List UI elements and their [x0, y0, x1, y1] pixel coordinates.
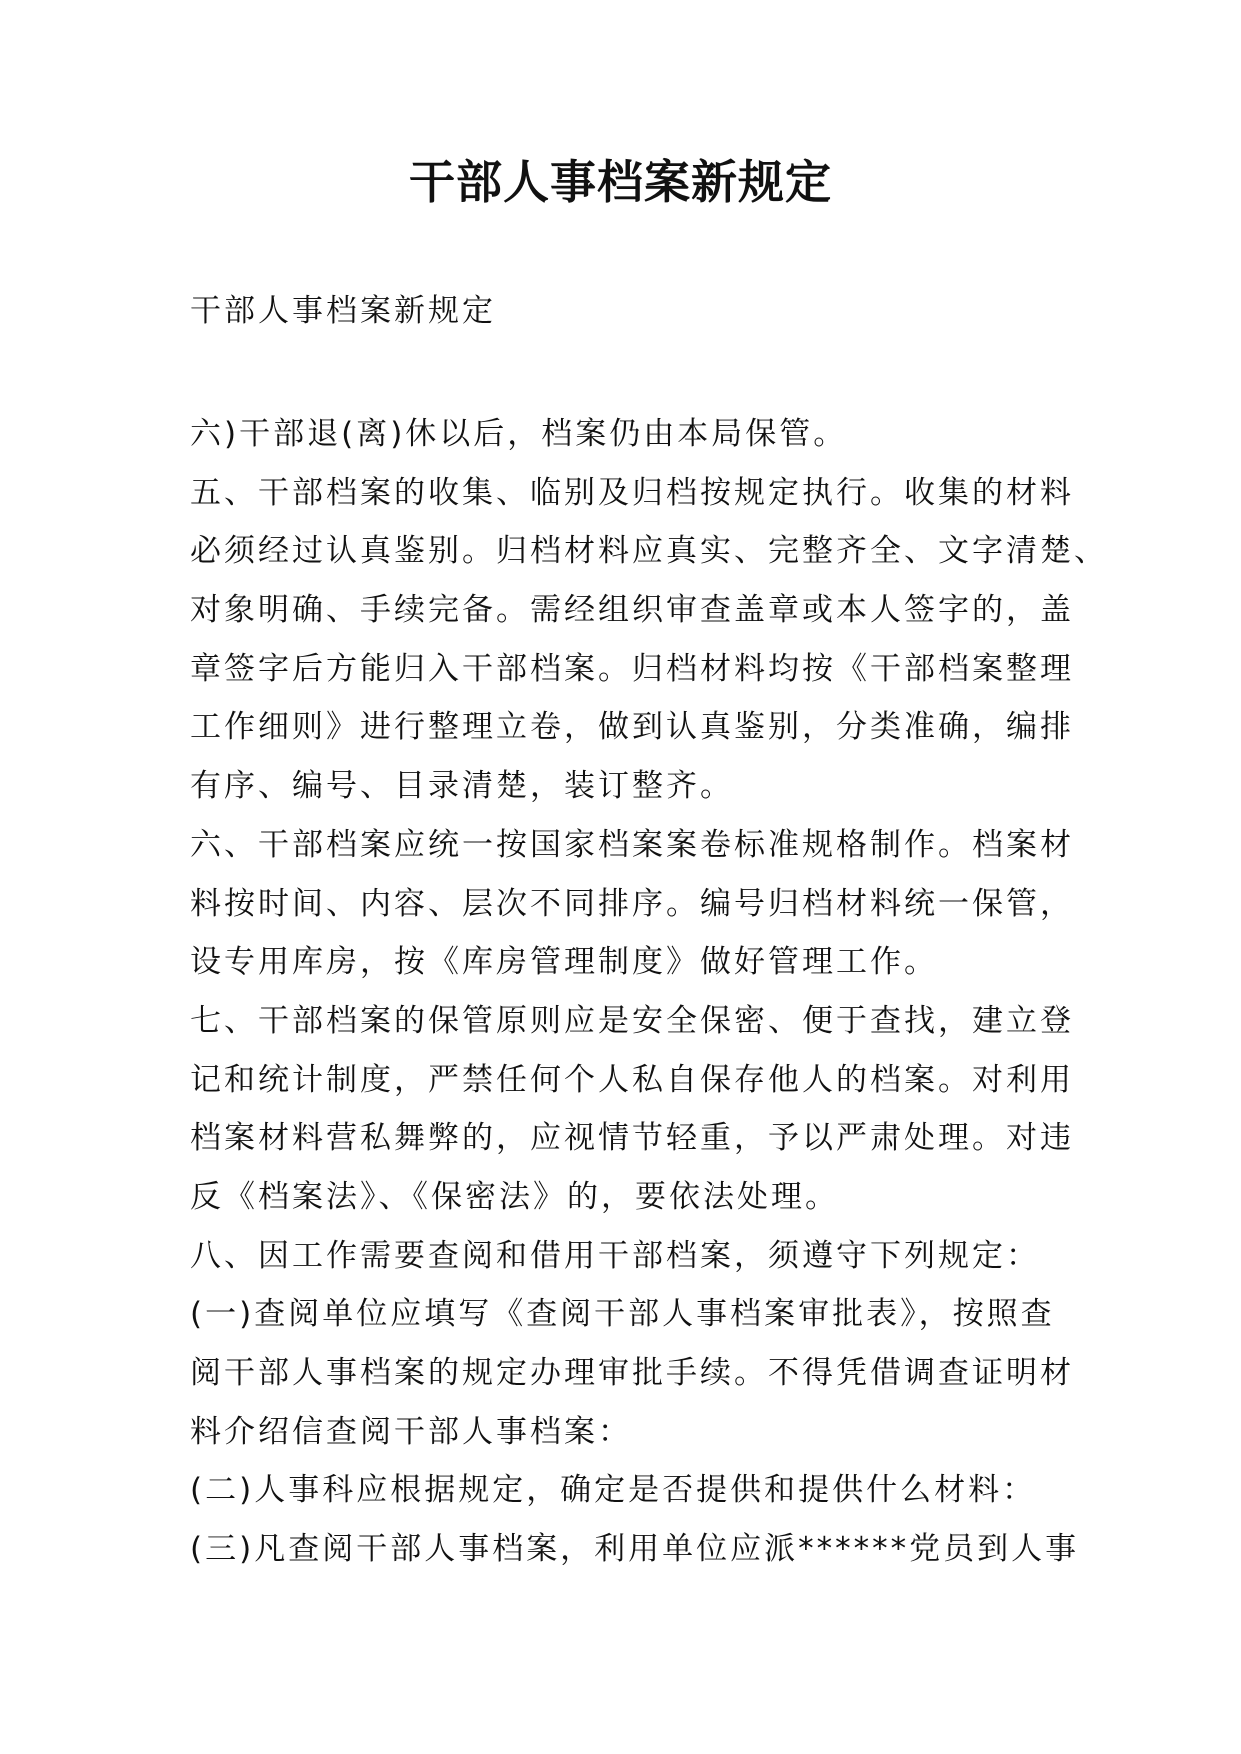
text-line: 工作细则》进行整理立卷，做到认真鉴别，分类准确，编排 [190, 709, 1074, 746]
document-subtitle: 干部人事档案新规定 [190, 293, 496, 329]
text-line: (一)查阅单位应填写《查阅干部人事档案审批表》，按照查 [190, 1296, 1055, 1333]
text-line: 料介绍信查阅干部人事档案： [190, 1413, 632, 1450]
text-line: 有序、编号、目录清楚，装订整齐。 [190, 768, 734, 805]
text-line: 对象明确、手续完备。需经组织审查盖章或本人签字的，盖 [190, 592, 1074, 629]
text-line: (二)人事科应根据规定，确定是否提供和提供什么材料： [190, 1472, 1037, 1509]
text-line: 必须经过认真鉴别。归档材料应真实、完整齐全、文字清楚、 [190, 533, 1108, 570]
document-body [190, 292, 1108, 1589]
text-line: 阅干部人事档案的规定办理审批手续。不得凭借调查证明材 [190, 1355, 1074, 1391]
document-title: 干部人事档案新规定 [409, 155, 832, 209]
text-line: 七、干部档案的保管原则应是安全保密、便于查找，建立登 [190, 1002, 1074, 1039]
text-line: 五、干部档案的收集、临别及归档按规定执行。收集的材料 [190, 474, 1074, 511]
text-line: 反《档案法》、《保密法》的，要依法处理。 [190, 1178, 839, 1215]
text-line: 料按时间、内容、层次不同排序。编号归档材料统一保管， [190, 885, 1074, 922]
text-line: 记和统计制度，严禁任何个人私自保存他人的档案。对利用 [190, 1061, 1074, 1098]
text-line: 八、因工作需要查阅和借用干部档案，须遵守下列规定： [190, 1237, 1040, 1274]
text-line: 章签字后方能归入干部档案。归档材料均按《干部档案整理 [190, 650, 1074, 687]
text-line: 档案材料营私舞弊的，应视情节轻重，予以严肃处理。对违 [190, 1120, 1074, 1157]
paragraph-block [190, 415, 1108, 1589]
text-line: 设专用库房，按《库房管理制度》做好管理工作。 [190, 944, 938, 981]
text-line: 六、干部档案应统一按国家档案案卷标准规格制作。档案材 [190, 826, 1074, 863]
text-line: (三)凡查阅干部人事档案，利用单位应派******党员到人事 [190, 1531, 1080, 1568]
text-line: 六)干部退(离)休以后，档案仍由本局保管。 [190, 416, 848, 452]
